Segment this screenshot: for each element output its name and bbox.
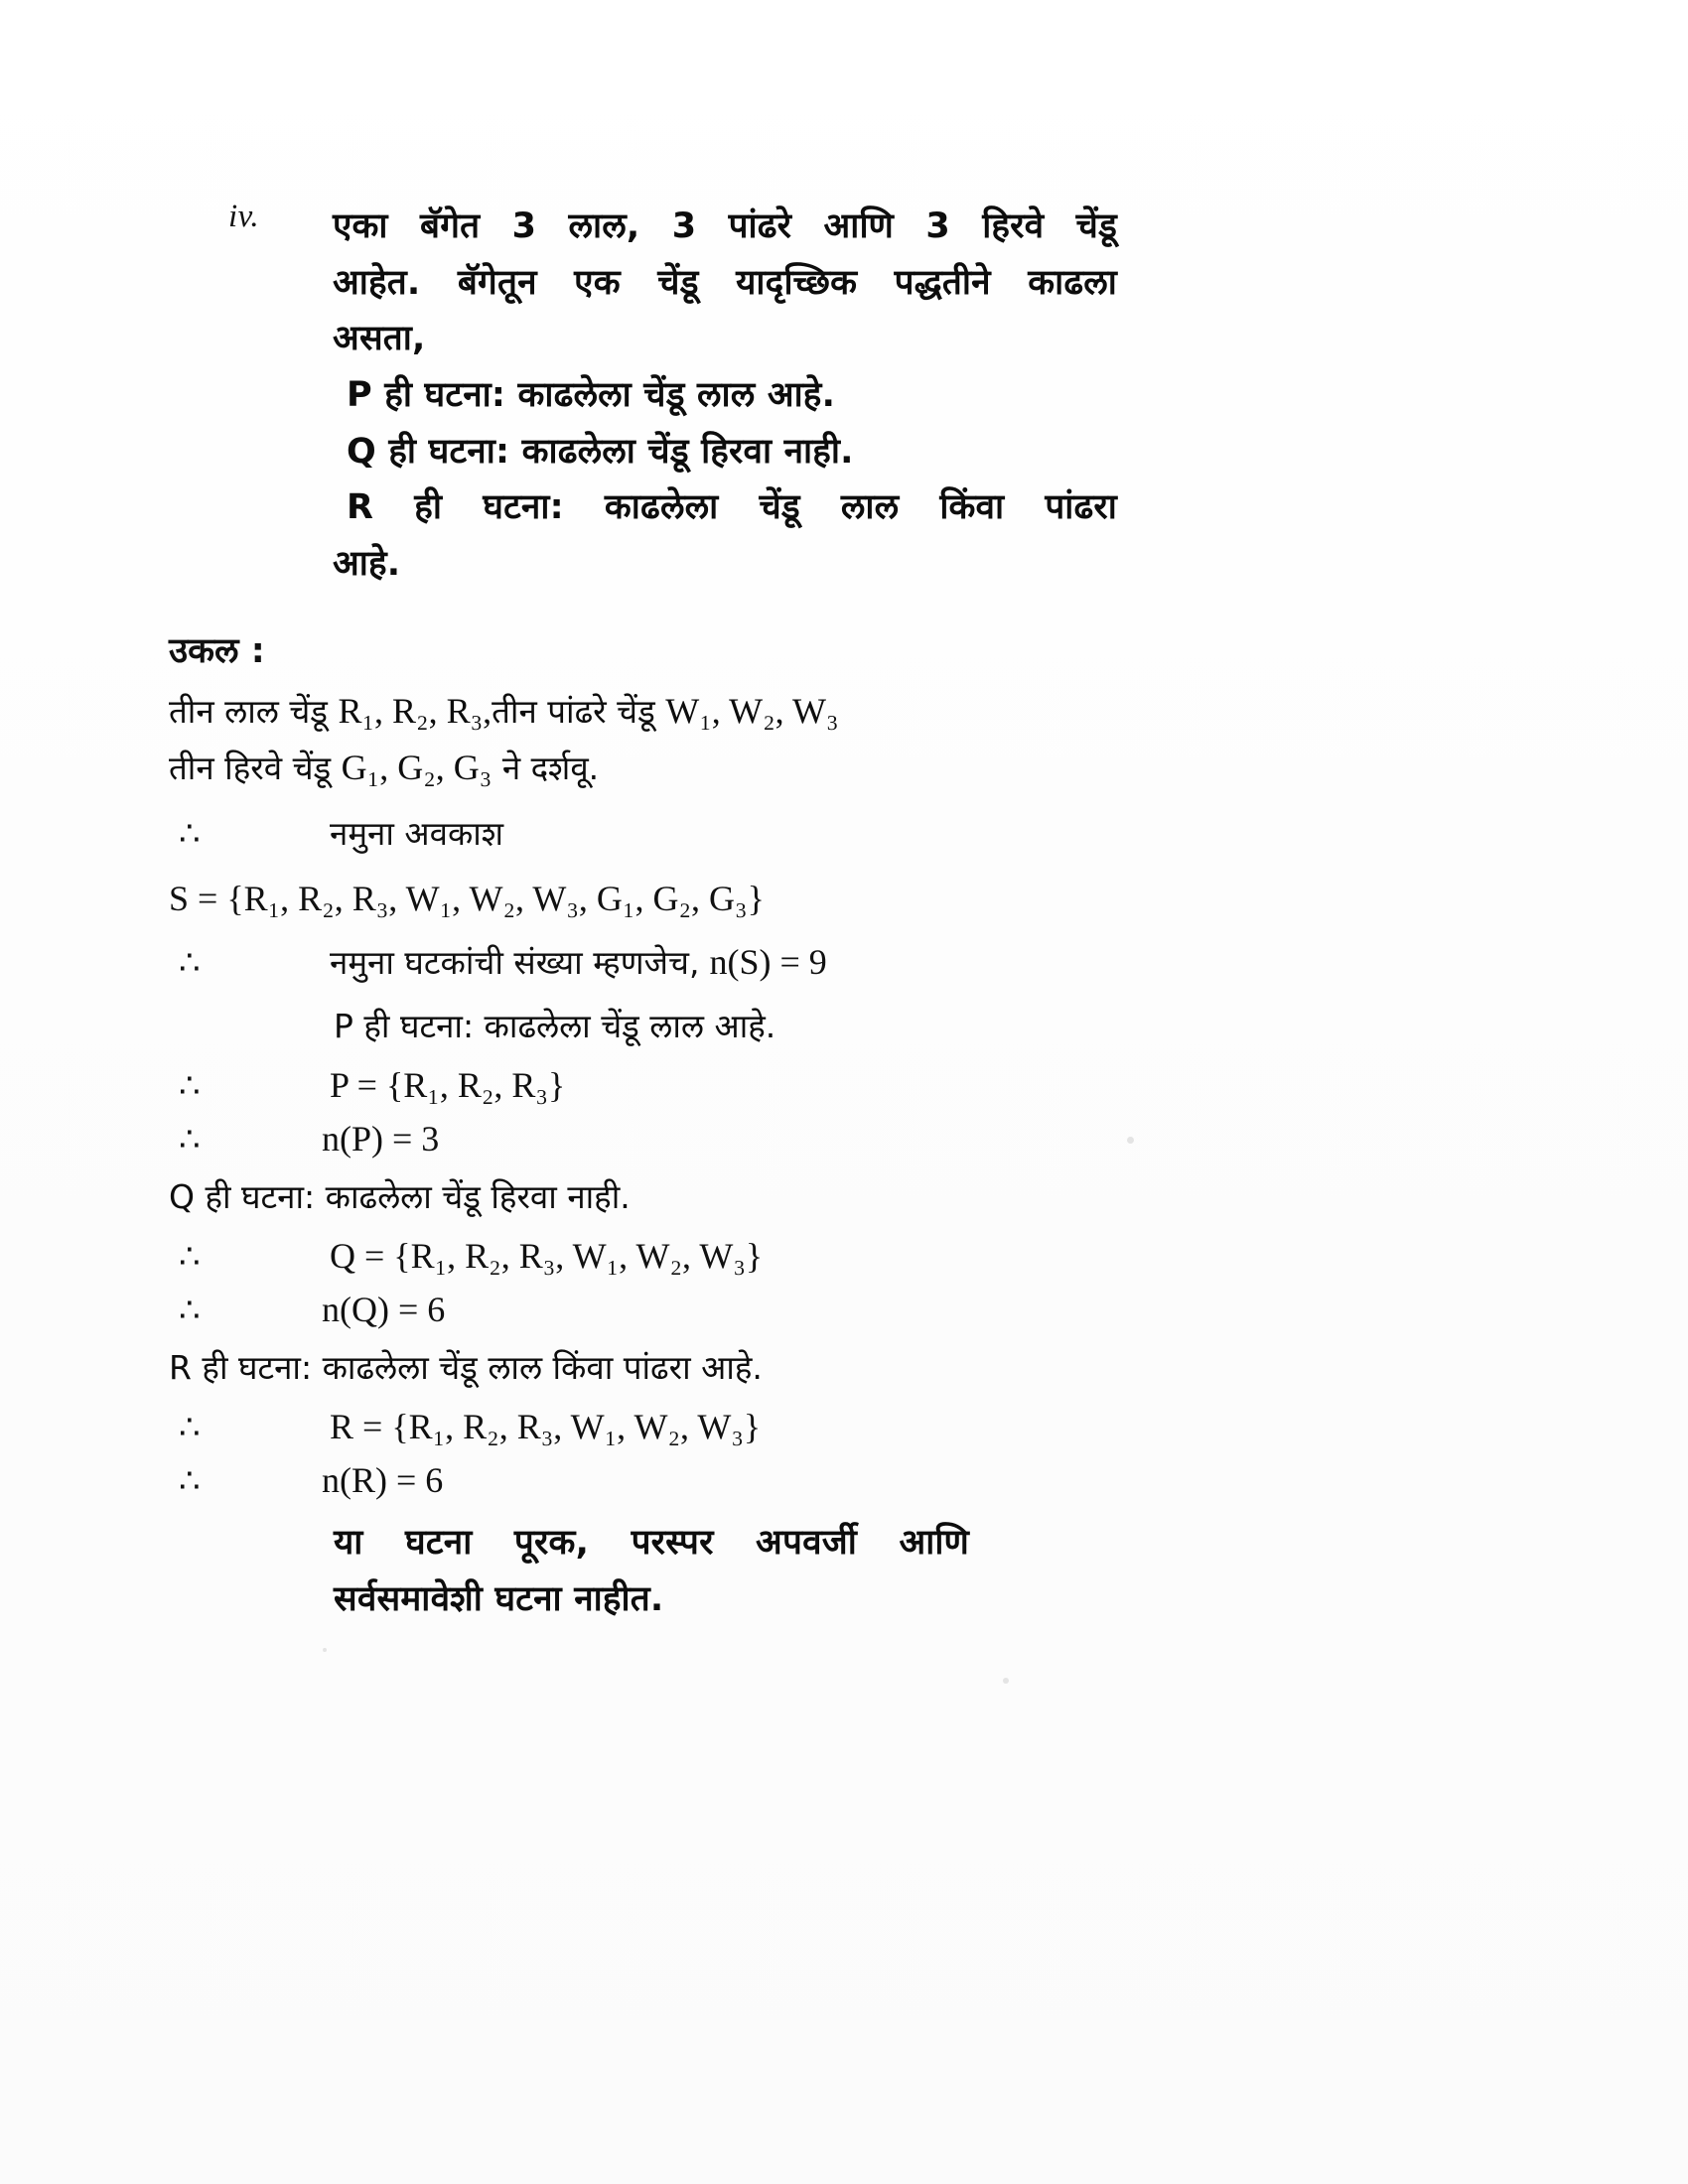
therefore-icon: ∴ [179, 944, 201, 982]
sample-space-label: नमुना अवकाश [330, 813, 504, 853]
event-p-count-expression: n(P) = 3 [322, 1118, 440, 1159]
event-q-count-row [169, 1289, 1251, 1330]
event-q-count-expression: n(Q) = 6 [322, 1290, 446, 1330]
event-p-set-row [169, 1064, 1251, 1106]
scan-speck [323, 1648, 327, 1652]
conclusion-line-1: या घटना पूरक, परस्पर अपवर्जी आणि [334, 1523, 969, 1564]
event-p-set-expression: P = {R₁, R₂, R₃} [330, 1064, 566, 1105]
event-r-set-row [169, 1406, 1251, 1447]
event-q-statement: Q ही घटना: काढलेला चेंडू हिरवा नाही. [169, 1176, 631, 1216]
setup-red-symbols: R₁, R₂, R₃, [338, 690, 492, 731]
event-p-statement: P ही घटना: काढलेला चेंडू लाल आहे. [334, 1006, 776, 1045]
event-r-count-row [169, 1459, 1251, 1501]
scan-speck [1003, 1678, 1009, 1684]
conclusion-block [334, 1515, 969, 1627]
question-event-p: P ही घटना: काढलेला चेंडू लाल आहे. [347, 375, 836, 416]
solution-heading: उकल : [169, 630, 265, 671]
setup-red-prefix: तीन लाल चेंडू [169, 691, 339, 731]
setup-green-prefix: तीन हिरवे चेंडू [169, 748, 342, 787]
therefore-icon: ∴ [179, 1410, 201, 1447]
question-body [333, 199, 1117, 593]
question-event-q: Q ही घटना: काढलेला चेंडू हिरवा नाही. [347, 431, 854, 472]
event-p-count-row [169, 1118, 1251, 1160]
sample-space-expression: S = {R₁, R₂, R₃, W₁, W₂, W₃, G₁, G₂, G₃} [169, 878, 765, 918]
question-event-r-line-1: R ही घटना: काढलेला चेंडू लाल किंवा पांढरा [347, 487, 1117, 528]
therefore-icon: ∴ [179, 1463, 201, 1501]
page-content [169, 199, 1251, 1628]
therefore-icon: ∴ [179, 1067, 201, 1105]
therefore-icon: ∴ [179, 815, 201, 853]
setup-line-1 [169, 683, 1251, 740]
conclusion-line-2: सर्वसमावेशी घटना नाहीत. [334, 1578, 664, 1619]
question-number: iv. [228, 199, 260, 234]
setup-green-suffix: ने दर्शवू. [492, 748, 600, 787]
question-line-1: एका बॅगेत 3 लाल, 3 पांढरे आणि 3 हिरवे चेंडू [333, 206, 1117, 246]
question-line-3: असता, [333, 319, 426, 359]
therefore-icon: ∴ [179, 1239, 201, 1277]
sample-space-count [252, 937, 1251, 989]
setup-line-2 [169, 740, 1251, 796]
event-r-statement: R ही घटना: काढलेला चेंडू लाल किंवा पांढरा आहे. [169, 1348, 763, 1388]
event-q-set-row [169, 1235, 1251, 1277]
therefore-icon: ∴ [179, 1293, 201, 1330]
setup-white-symbols: W₁, W₂, W₃ [665, 690, 839, 731]
sample-space-count-expression: n(S) = 9 [709, 941, 827, 982]
setup-green-symbols: G₁, G₂, G₃ [341, 747, 492, 787]
event-r-set-expression: R = {R₁, R₂, R₃, W₁, W₂, W₃} [330, 1407, 762, 1447]
sample-space-count-label: नमुना घटकांची संख्या म्हणजेच, [330, 942, 700, 982]
therefore-icon: ∴ [179, 1121, 201, 1159]
setup-white-prefix: तीन पांढरे चेंडू [492, 691, 666, 731]
question-event-r-line-2: आहे. [333, 544, 401, 585]
sample-space-label-row [169, 808, 1251, 860]
question-block [199, 199, 1251, 593]
sample-space-count-row [169, 937, 1251, 989]
question-line-2: आहेत. बॅगेतून एक चेंडू यादृच्छिक पद्धतीने काढला [333, 262, 1117, 303]
event-r-count-expression: n(R) = 6 [322, 1460, 444, 1501]
event-q-set-expression: Q = {R₁, R₂, R₃, W₁, W₂, W₃} [330, 1236, 764, 1277]
solution-block [169, 626, 1251, 1628]
